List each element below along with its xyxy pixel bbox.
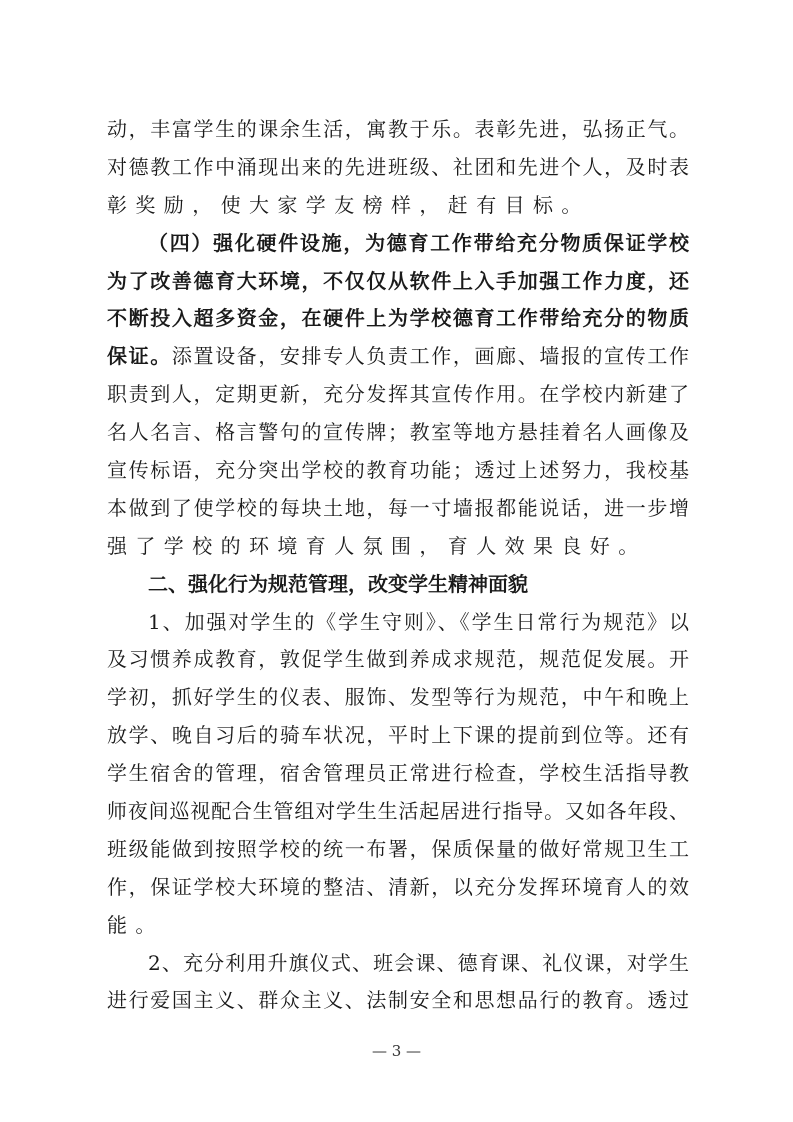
document-body <box>107 111 689 1020</box>
text-segment: 1、加强对学生的《学生守则》、《学生日常行为规范》以 <box>148 609 689 634</box>
text-segment: 动，丰富学生的课余生活，寓教于乐。表彰先进，弘扬正气。 <box>107 117 689 141</box>
text-line <box>107 300 689 338</box>
text-segment: 2、充分利用升旗仪式、班会课、德育课、礼仪课，对学生 <box>148 950 689 975</box>
text-segment: 强了学校的环境育人氛围，育人效果良好。 <box>107 533 647 558</box>
text-line <box>107 338 689 376</box>
text-segment: 本做到了使学校的每块土地，每一寸墙报都能说话，进一步增 <box>107 495 689 520</box>
text-segment: 名人名言、格言警句的宣传牌；教室等地方悬挂着名人画像及 <box>107 420 689 445</box>
text-line <box>107 187 689 225</box>
text-segment: 彰奖励，使大家学友榜样，赶有目标。 <box>107 192 590 217</box>
text-segment: 作，保证学校大环境的整洁、清新，以充分发挥环境育人的效 <box>107 874 689 899</box>
text-segment: 放学、晚自习后的骑车状况，平时上下课的提前到位等。还有 <box>107 723 689 748</box>
text-line <box>107 149 689 187</box>
text-segment: 为了改善德育大环境，不仅仅从软件上入手加强工作力度，还 <box>107 268 689 293</box>
section-heading <box>107 566 689 604</box>
text-segment: 不断投入超多资金，在硬件上为学校德育工作带给充分的物质 <box>107 306 689 331</box>
text-line <box>107 869 689 907</box>
text-segment: 师夜间巡视配合生管组对学生生活起居进行指导。又如各年段、 <box>107 799 689 824</box>
text-segment: 学生宿舍的管理，宿舍管理员正常进行检查，学校生活指导教 <box>107 761 689 786</box>
text-segment: 职责到人，定期更新，充分发挥其宣传作用。在学校内新建了 <box>107 382 689 407</box>
text-line <box>107 679 689 717</box>
text-line <box>107 376 689 414</box>
text-line <box>107 717 689 755</box>
text-segment: 进行爱国主义、群众主义、法制安全和思想品行的教育。透过 <box>107 988 689 1013</box>
text-line <box>107 452 689 490</box>
text-line <box>107 490 689 528</box>
text-segment: 添置设备，安排专人负责工作，画廊、墙报的宣传工作 <box>171 344 690 369</box>
text-line <box>107 641 689 679</box>
text-segment: 班级能做到按照学校的统一布署，保质保量的做好常规卫生工 <box>107 836 689 861</box>
text-line <box>107 414 689 452</box>
text-line <box>107 831 689 869</box>
text-segment: 保证。 <box>107 344 172 369</box>
text-line <box>107 982 689 1020</box>
text-line <box>107 263 689 301</box>
text-line <box>107 907 689 945</box>
text-line <box>107 945 689 983</box>
text-segment: 宣传标语，充分突出学校的教育功能；透过上述努力，我校基 <box>107 458 689 483</box>
text-line <box>107 225 689 263</box>
text-line <box>107 111 689 149</box>
text-segment: 学初，抓好学生的仪表、服饰、发型等行为规范，中午和晚上 <box>107 685 689 710</box>
text-line <box>107 528 689 566</box>
text-line <box>107 793 689 831</box>
text-line <box>107 755 689 793</box>
text-line <box>107 604 689 642</box>
text-segment: 及习惯养成教育，敦促学生做到养成求规范，规范促发展。开 <box>107 647 689 672</box>
text-segment: （四）强化硬件设施，为德育工作带给充分物质保证学校 <box>148 230 689 255</box>
page-number: — 3 — <box>371 1042 422 1060</box>
text-segment: 对德教工作中涌现出来的先进班级、社团和先进个人，及时表 <box>107 154 689 179</box>
text-segment: 能。 <box>107 912 164 937</box>
text-segment: 二、强化行为规范管理，改变学生精神面貌 <box>148 571 528 596</box>
